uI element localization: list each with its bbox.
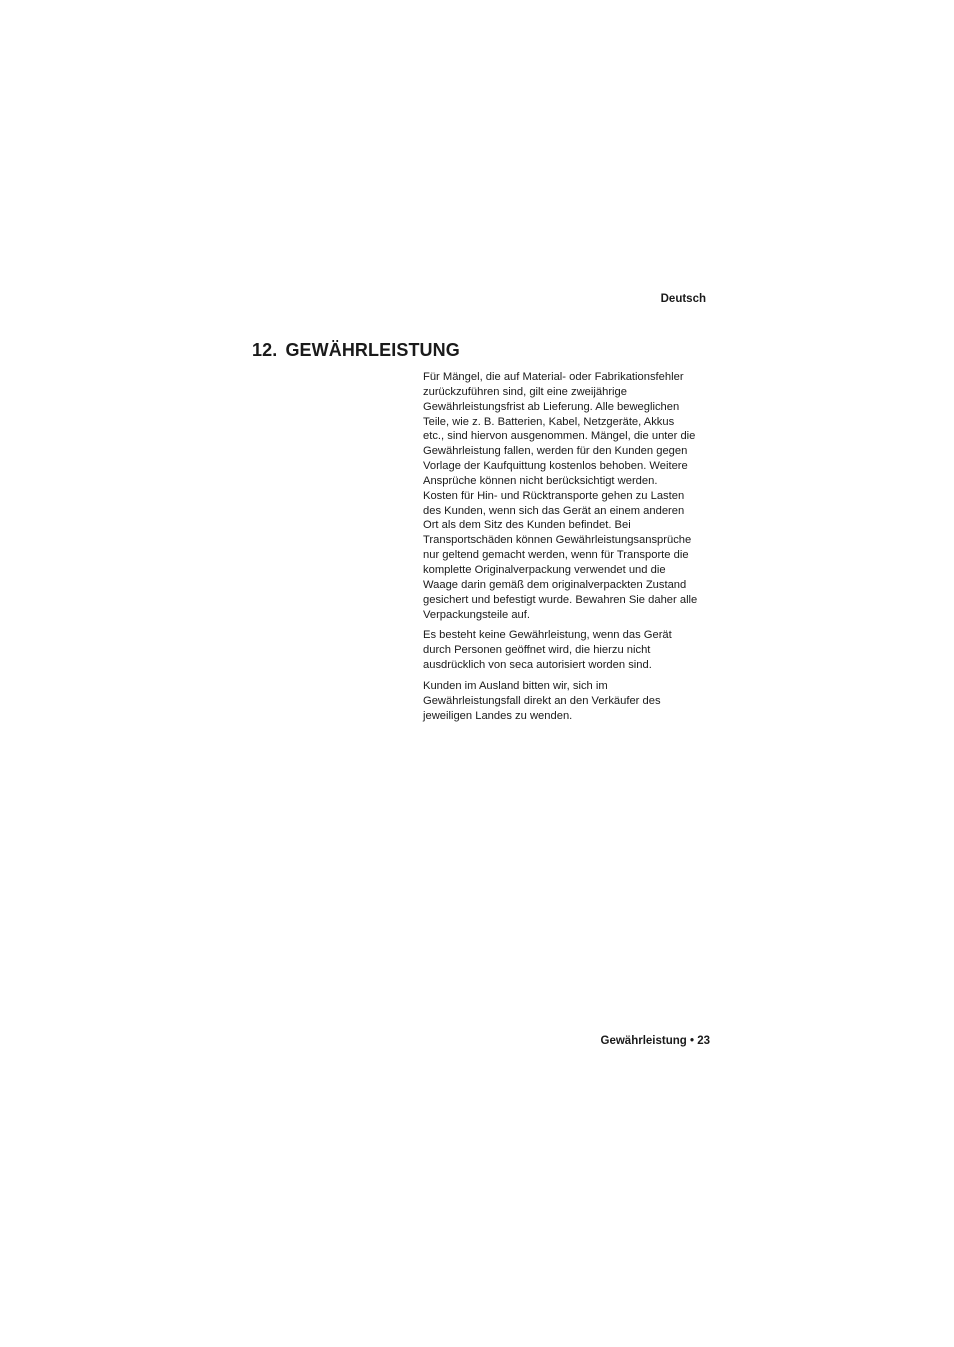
paragraph-warranty-exclusion: Es besteht keine Gewährleistung, wenn das Gerät durch Personen geöffnet wird, die hierzu nicht ausdrücklich von seca autorisiert worden sind. <box>423 629 672 672</box>
section-number: 12. <box>252 340 278 360</box>
paragraph-warranty-terms: Für Mängel, die auf Material- oder Fabrikationsfehler zurückzuführen sind, gilt eine zweijährige Gewährleistungsfrist ab Lieferung. Alle beweglichen Teile, wie z. B. Batterien, Kabel, Netzgeräte, Akkus etc., sind hiervon ausgenommen. Mängel, die unter die Gewährleistung fallen, werden für den Kunden gegen Vorlage der Kaufquittung kostenlos behoben. Weitere Ansprüche können nicht berücksichtigt werden. Kosten für Hin- und Rücktransporte gehen zu Lasten des Kunden, wenn sich das Gerät an einem anderen Ort als dem Sitz des Kunden befindet. Bei Transportschäden können Gewährleistungsansprüche nur geltend gemacht werden, wenn für Transporte die komplette Originalverpackung verwendet und die Waage darin gemäß dem originalverpackten Zustand gesichert und befestigt wurde. Bewahren Sie daher alle Verpackungsteile auf. <box>423 371 698 621</box>
section-heading <box>252 340 460 361</box>
page-footer: Gewährleistung • 23 <box>600 1035 710 1047</box>
language-label: Deutsch <box>660 293 706 305</box>
paragraph-foreign-customers: Kunden im Ausland bitten wir, sich im Gewährleistungsfall direkt an den Verkäufer des jeweiligen Landes zu wenden. <box>423 679 661 722</box>
body-text <box>423 370 713 729</box>
section-title: GEWÄHRLEISTUNG <box>285 340 460 360</box>
